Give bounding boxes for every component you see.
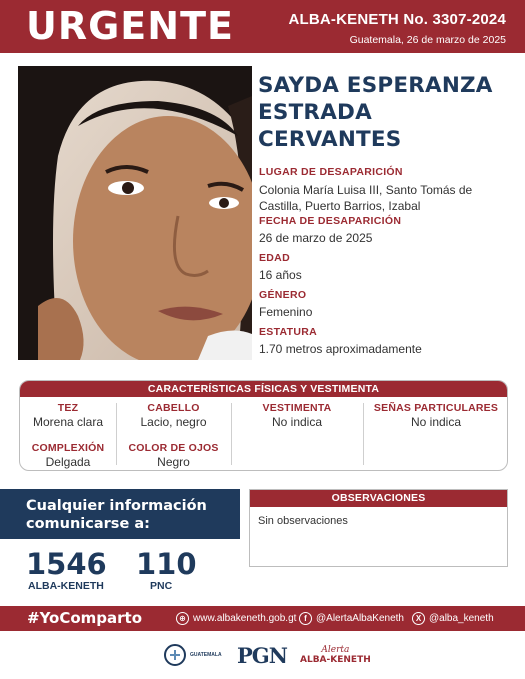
facebook-link[interactable] (299, 612, 404, 625)
x-text: @alba_keneth (429, 613, 494, 624)
hashtag: #YoComparto (27, 609, 143, 627)
contact-line2: comunicarse a: (26, 516, 150, 532)
cabello-label: CABELLO (147, 402, 200, 414)
person-name (258, 72, 518, 153)
cabello-value: Lacio, negro (140, 415, 207, 429)
tez-label: TEZ (57, 402, 79, 414)
complexion-value: Delgada (45, 455, 91, 469)
characteristics-heading: CARACTERÍSTICAS FÍSICAS Y VESTIMENTA (20, 381, 507, 397)
estatura-value: 1.70 metros aproximadamente (259, 342, 422, 356)
estatura-label: ESTATURA (259, 326, 318, 338)
facebook-icon: f (299, 612, 312, 625)
ojos-label: COLOR DE OJOS (128, 442, 219, 454)
coat-of-arms-icon (163, 641, 187, 669)
portrait-photo-icon (18, 66, 252, 360)
fecha-value: 26 de marzo de 2025 (259, 231, 373, 245)
tez-value: Morena clara (32, 415, 104, 429)
footer-bar (0, 606, 525, 631)
observaciones-text: Sin observaciones (258, 515, 348, 527)
lugar-value (259, 182, 509, 214)
pgn-logo-text: PGN (237, 642, 287, 668)
phone-pnc-label: PNC (150, 580, 173, 592)
person-name-line1: SAYDA ESPERANZA (258, 73, 493, 98)
website-link[interactable] (176, 612, 296, 625)
lugar-value-line2: Castilla, Puerto Barrios, Izabal (259, 199, 421, 213)
edad-value: 16 años (259, 268, 302, 282)
complexion-label: COMPLEXIÓN (31, 442, 105, 454)
missing-person-photo (18, 66, 252, 360)
alba-logo-top: Alerta (321, 645, 350, 655)
lugar-value-line1: Colonia María Luisa III, Santo Tomás de (259, 183, 473, 197)
header-banner (0, 0, 525, 53)
contact-line1: Cualquier información (26, 498, 207, 514)
x-icon: X (412, 612, 425, 625)
lugar-label: LUGAR DE DESAPARICIÓN (259, 166, 403, 178)
guatemala-logo (163, 638, 222, 672)
phone-pnc[interactable]: 110 (136, 547, 197, 581)
alert-number: ALBA-KENETH No. 3307-2024 (288, 11, 506, 28)
person-name-line2: ESTRADA CERVANTES (258, 100, 402, 152)
phone-alba-keneth[interactable]: 1546 (26, 547, 107, 581)
urgent-title: URGENTE (26, 4, 234, 48)
senas-label: SEÑAS PARTICULARES (373, 402, 499, 414)
alba-keneth-logo (300, 638, 371, 672)
observaciones-heading: OBSERVACIONES (250, 490, 507, 507)
genero-value: Femenino (259, 305, 313, 319)
phone-alba-keneth-label: ALBA-KENETH (28, 580, 104, 592)
characteristics-box (19, 380, 508, 471)
website-text: www.albakeneth.gob.gt (193, 613, 297, 624)
x-link[interactable] (412, 612, 494, 625)
vestimenta-value: No indica (271, 415, 323, 429)
contact-banner (0, 489, 240, 539)
genero-label: GÉNERO (259, 289, 307, 301)
vestimenta-label: VESTIMENTA (262, 402, 332, 414)
fecha-label: FECHA DE DESAPARICIÓN (259, 215, 402, 227)
pgn-logo (237, 638, 287, 672)
observaciones-box (249, 489, 508, 567)
edad-label: EDAD (259, 252, 290, 264)
ojos-value: Negro (157, 455, 190, 469)
guatemala-logo-text: GUATEMALA (190, 652, 222, 658)
alba-logo-main: ALBA-KENETH (300, 655, 371, 665)
facebook-text: @AlertaAlbaKeneth (316, 613, 404, 624)
alert-place-date: Guatemala, 26 de marzo de 2025 (349, 34, 506, 46)
globe-icon: ⊕ (176, 612, 189, 625)
senas-value: No indica (410, 415, 462, 429)
